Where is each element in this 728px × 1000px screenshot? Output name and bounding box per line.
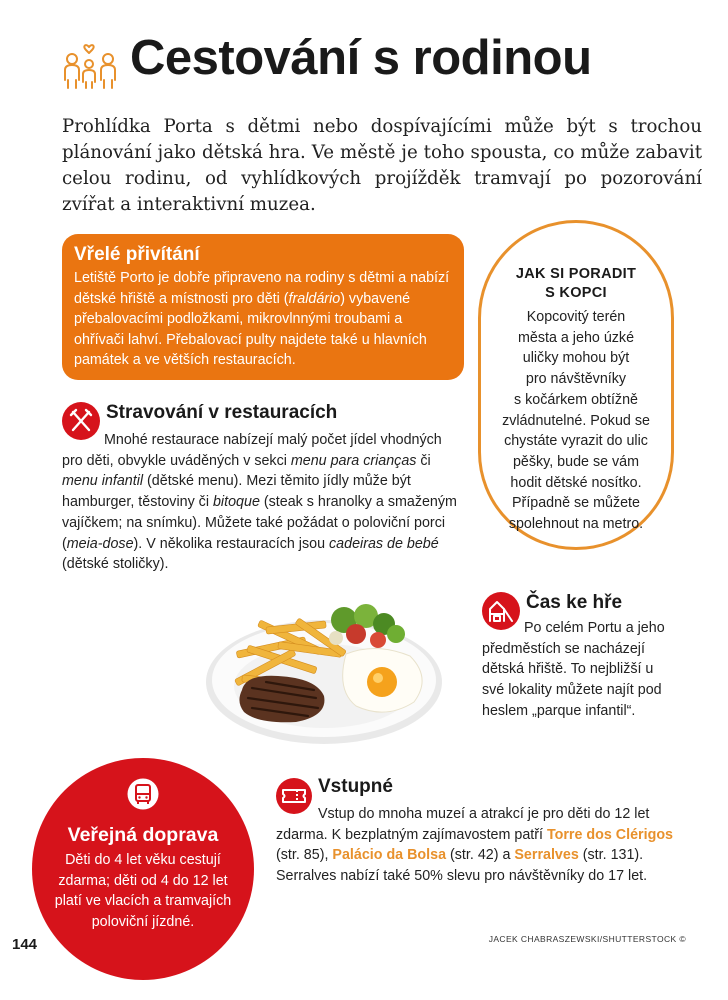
page-title: Cestování s rodinou [130, 31, 592, 85]
play-heading: Čas ke hře [526, 592, 623, 613]
dining-body: Mnohé restaurace nabízejí malý počet jídel vhodných pro děti, obvykle uváděných v sekci menu para crianças či menu infantil (dětské menu). Mezi těmito jídly může být hamburger, těstoviny či bitoque (steak s hranolky a smaženým vajíčkem; na snímku). Můžete také požádat o poloviční porci (meia-dose). V několika restauracích jsou cadeiras de bebé (dětské stoličky). [62, 432, 457, 573]
palacio-da-bolsa-link: Palácio da Bolsa [332, 847, 447, 864]
tip-body: Kopcovitý terén města a jeho úzké uličky mohou být pro návštěvníky s kočárkem obtížně zvládnutelné. Pokud se chystáte vyrazit do ulic pěšky, bude se vám hodit dětské nosítko. Případně se můžete spolehnout na metro. [502, 309, 650, 533]
intro-paragraph: Prohlídka Porta s dětmi nebo dospívajícími může být s trochou plánování jako dětská hra. Ve městě je toho spousta, co může zabavit celou rodinu, od vyhlídkových projížděk tramvají po pozorování zvířat a interaktivní muzea. [62, 116, 702, 215]
serralves-link: Serralves [514, 847, 579, 864]
torre-dos-clerigos-link: Torre dos Clérigos [546, 826, 674, 843]
entry-body: Vstup do mnoha muzeí a atrakcí je pro děti do 12 let zdarma. K bezplatným zajímavostem patří Torre dos Clérigos (str. 85), Palácio da Bolsa (str. 42) a Serralves (str. 131). Serralves nabízí také 50% slevu pro návštěvníky do 17 let. [276, 806, 674, 885]
tip-title: JAK SI PORADIT S KOPCI [515, 266, 637, 301]
bus-icon [127, 778, 159, 810]
play-body: Po celém Portu a jeho předměstích se nacházejí dětská hřiště. To nejbližší u své lokality můžete najít pod heslem „parque infantil“. [482, 620, 665, 719]
page-number: 144 [12, 936, 38, 953]
family-icon [62, 40, 120, 90]
dining-heading: Stravování v restauracích [106, 402, 338, 423]
transport-circle [32, 758, 254, 980]
entry-heading: Vstupné [318, 776, 393, 797]
transport-body: Děti do 4 let věku cestují zdarma; děti od 4 do 12 let platí ve vlacích a tramvajích poloviční jízdné. [54, 852, 232, 931]
welcome-box [62, 234, 464, 380]
hills-tip-box [478, 220, 674, 550]
photo-credit: JACEK CHABRASZEWSKI/SHUTTERSTOCK © [488, 934, 686, 944]
food-photo [196, 594, 444, 754]
welcome-body: Letiště Porto je dobře připraveno na rodiny s dětmi a nabízí dětské hřiště a místnosti pro děti (fraldário) vybavené přebalovacími podložkami, mikrovlnnými troubami a ohřívači lahví. Přebalovací pulty najdete také u hlavních památek a ve větších restauracích. [74, 270, 450, 368]
transport-heading: Veřejná doprava [67, 824, 219, 846]
welcome-title: Vřelé přivítání [74, 244, 200, 265]
